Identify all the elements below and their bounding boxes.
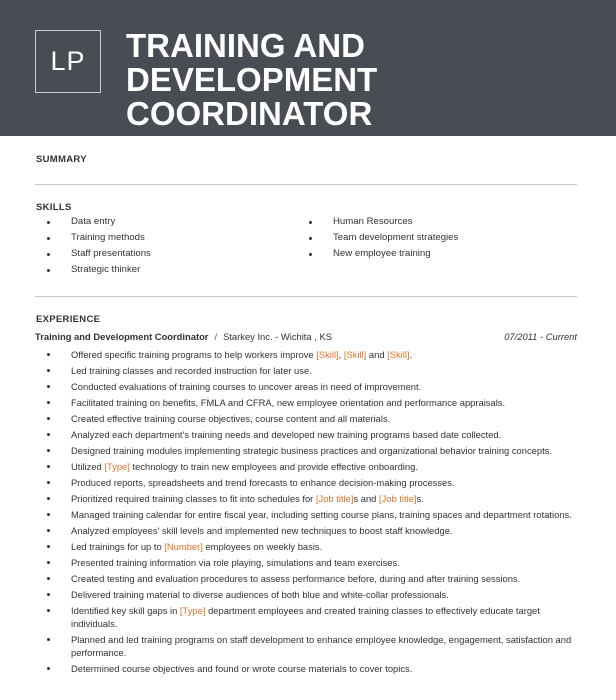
duty-text: and (366, 349, 388, 360)
duty-text: Planned and led training programs on staff development to enhance employee knowledge, engagement, satisfaction and performance. (71, 634, 572, 658)
divider (35, 296, 577, 297)
skills-list (35, 214, 577, 278)
duty-text: Delivered training material to diverse audiences of both blue and white-collar professionals. (71, 589, 449, 600)
job-separator: / (214, 331, 218, 342)
duty-text: Created testing and evaluation procedures to assess performance before, during and after training sessions. (71, 573, 521, 584)
duty-text: s and (353, 493, 379, 504)
duty-text: Offered specific training programs to help workers improve (71, 349, 317, 360)
duty-text: Utilized (71, 461, 105, 472)
job-date: 07/2011 - Current (504, 331, 577, 342)
skill-item: Strategic thinker (35, 262, 306, 278)
duty-item (35, 460, 577, 473)
duty-item (35, 633, 577, 659)
skill-item: Team development strategies (306, 230, 577, 246)
duty-item (35, 348, 577, 361)
duty-text: Prioritized required training classes to fit into schedules for (71, 493, 316, 504)
duty-text: . (409, 349, 413, 360)
resume-header (0, 0, 616, 136)
duty-text: employees on weekly basis. (202, 541, 323, 552)
duty-text: department employees and created training classes to effectively educate target individuals. (71, 605, 540, 629)
duty-item (35, 412, 577, 425)
duty-text: Presented training information via role playing, simulations and team exercises. (71, 557, 400, 568)
duty-item (35, 556, 577, 569)
skill-item: Training methods (35, 230, 306, 246)
job-duties-list (35, 348, 577, 678)
duty-item (35, 572, 577, 585)
title-line-1: TRAINING AND (126, 27, 365, 64)
duty-item (35, 492, 577, 505)
placeholder-token: [Skill] (343, 349, 367, 360)
duty-text: Created effective training course objectives, course content and all materials. (71, 413, 391, 424)
duty-text: Managed training calendar for entire fiscal year, including setting course plans, training spaces and department rotations. (71, 509, 572, 520)
duty-item (35, 508, 577, 521)
duty-item (35, 540, 577, 553)
duty-text: Conducted evaluations of training courses to uncover areas in need of improvement. (71, 381, 422, 392)
duty-text: Led trainings for up to (71, 541, 165, 552)
title-line-3: COORDINATOR (126, 95, 373, 132)
duty-item (35, 364, 577, 377)
placeholder-token: [Job title] (315, 493, 354, 504)
job-role: Training and Development Coordinator (35, 331, 209, 342)
job-entry-header (35, 331, 577, 342)
placeholder-token: [Type] (179, 605, 206, 616)
duty-text: Identified key skill gaps in (71, 605, 180, 616)
skills-heading: SKILLS (36, 202, 72, 213)
placeholder-token: [Number] (164, 541, 203, 552)
duty-item (35, 396, 577, 409)
job-company: Starkey Inc. - Wichita , KS (223, 331, 332, 342)
duty-text: Facilitated training on benefits, FMLA and CFRA, new employee orientation and performance appraisals. (71, 397, 506, 408)
placeholder-token: [Skill] (387, 349, 410, 360)
duty-item (35, 380, 577, 393)
duty-item (35, 662, 577, 675)
duty-item (35, 588, 577, 601)
placeholder-token: [Job title] (379, 493, 417, 504)
resume-title (126, 29, 596, 131)
placeholder-token: [Type] (104, 461, 130, 472)
skills-column-left (35, 214, 306, 278)
summary-heading: SUMMARY (36, 154, 87, 165)
experience-heading: EXPERIENCE (36, 314, 101, 325)
skill-item: Human Resources (306, 214, 577, 230)
duty-text: , (338, 349, 344, 360)
skill-item: Staff presentations (35, 246, 306, 262)
duty-text: Analyzed employees' skill levels and implemented new techniques to boost staff knowledge. (71, 525, 453, 536)
skills-column-right (306, 214, 577, 278)
duty-text: technology to train new employees and provide effective onboarding. (129, 461, 418, 472)
skill-item: New employee training (306, 246, 577, 262)
duty-item (35, 444, 577, 457)
duty-text: Produced reports, spreadsheets and trend forecasts to enhance decision-making processes. (71, 477, 455, 488)
duty-item (35, 604, 577, 630)
duty-item (35, 524, 577, 537)
duty-text: Analyzed each department's training needs and developed new training programs based date collected. (71, 429, 502, 440)
skill-item: Data entry (35, 214, 306, 230)
duty-text: Designed training modules implementing strategic business practices and organizational behavior training concepts. (71, 445, 552, 456)
monogram-badge: LP (35, 30, 101, 93)
placeholder-token: [Skill] (316, 349, 339, 360)
divider (35, 184, 577, 185)
duty-text: Determined course objectives and found or wrote course materials to cover topics. (71, 663, 413, 674)
duty-text: s. (416, 493, 424, 504)
title-line-2: DEVELOPMENT (126, 61, 378, 98)
duty-item (35, 428, 577, 441)
duty-item (35, 476, 577, 489)
duty-text: Led training classes and recorded instruction for later use. (71, 365, 312, 376)
